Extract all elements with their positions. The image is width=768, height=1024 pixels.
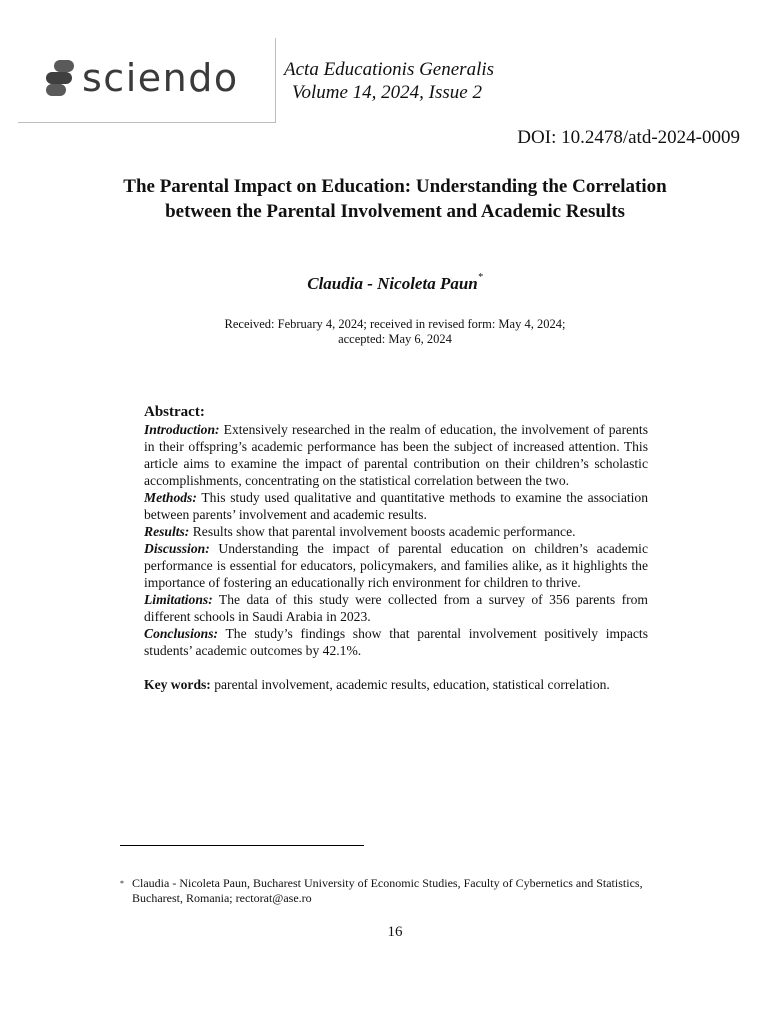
section-text: Extensively researched in the realm of education, the involvement of parents in their offspring’s academic performance has been the subject of increased attention. This article aims to examine the impact of parental contribution on their children’s scholastic accomplishments, concentrating on the statistical correlation between the two. (144, 422, 648, 488)
section-label: Methods: (144, 490, 197, 505)
footnote-text: Claudia - Nicoleta Paun, Bucharest University of Economic Studies, Faculty of Cybernetics and Statistics, Bucharest, Romania; rectorat@ase.ro (132, 876, 643, 905)
journal-info (284, 58, 494, 104)
abstract-results (144, 523, 648, 540)
section-label: Conclusions: (144, 626, 219, 641)
article-title: The Parental Impact on Education: Understanding the Correlation between the Parental Involvement and Academic Results (123, 176, 667, 222)
abstract-heading: Abstract: (144, 404, 205, 420)
sciendo-logo (46, 58, 239, 98)
page-number: 16 (387, 924, 403, 940)
received-line-2: accepted: May 6, 2024 (338, 332, 452, 346)
section-label: Results: (144, 524, 190, 539)
author-name-text: Claudia - Nicoleta Paun (307, 274, 478, 293)
abstract (144, 404, 648, 693)
abstract-conclusions (144, 625, 648, 659)
section-label: Limitations: (144, 592, 213, 607)
section-text: Understanding the impact of parental education on children’s academic performance is essential for educators, policymakers, and families alike, as it highlights the importance of fostering an educationally rich environment for children to thrive. (144, 541, 648, 590)
abstract-methods (144, 489, 648, 523)
author-name (120, 274, 670, 294)
author-footnote-mark: * (477, 272, 483, 283)
abstract-limitations (144, 591, 648, 625)
section-label: Discussion: (144, 541, 210, 556)
section-text: The study’s findings show that parental involvement positively impacts students’ academic outcomes by 42.1%. (144, 626, 648, 658)
received-line-1: Received: February 4, 2024; received in revised form: May 4, 2024; (224, 317, 566, 331)
received-dates (170, 317, 620, 347)
keywords-label: Key words: (144, 677, 211, 692)
section-text: The data of this study were collected from a survey of 356 parents from different schools in Saudi Arabia in 2023. (144, 592, 648, 624)
abstract-discussion (144, 540, 648, 591)
footnote-divider (120, 845, 364, 846)
doi: DOI: 10.2478/atd-2024-0009 (517, 127, 740, 148)
section-text: Results show that parental involvement boosts academic performance. (189, 524, 576, 539)
logo-text: sciendo (82, 56, 239, 100)
section-label: Introduction: (144, 422, 220, 437)
abstract-introduction (144, 421, 648, 489)
footnote-mark: * (120, 879, 124, 888)
section-text: This study used qualitative and quantitative methods to examine the association between parents’ involvement and academic results. (144, 490, 648, 522)
sciendo-s-icon (46, 58, 74, 98)
journal-name: Acta Educationis Generalis (284, 59, 495, 80)
publisher-header-block (18, 38, 276, 123)
journal-issue: Volume 14, 2024, Issue 2 (292, 82, 482, 103)
footnote (120, 876, 675, 906)
keywords (144, 676, 648, 693)
keywords-text: parental involvement, academic results, education, statistical correlation. (210, 677, 610, 692)
